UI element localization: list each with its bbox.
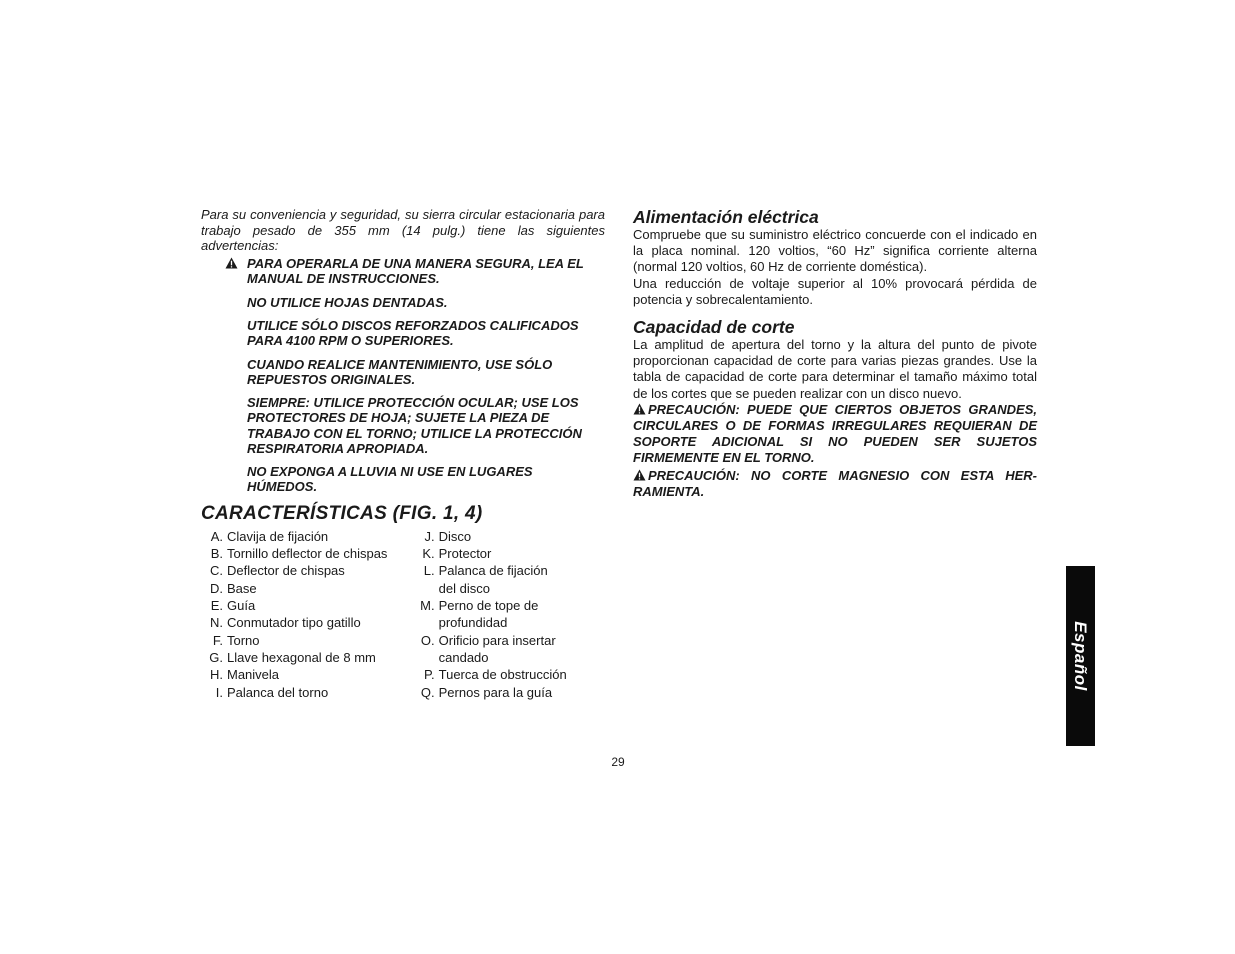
warning-text: CUANDO REALICE MANTENIMIENTO, USE SÓLO REPUESTOS ORIGINALES. [247,356,553,387]
part-item [201,649,413,666]
caution-paragraph [633,468,1037,500]
part-name: Torno [227,632,260,648]
warning-text: UTILICE SÓLO DISCOS REFORZADOS CALIFICADOS PARA 4100 RPM O SUPERIORES. [247,318,579,349]
part-name: Palanca del torno [227,684,329,700]
part-name-line: candado [438,649,489,665]
part-letter: D. [210,580,223,596]
part-letter: B. [210,546,223,562]
part-name [439,597,539,632]
part-item [413,666,605,683]
page-number: 29 [611,755,625,769]
part-letter: J. [424,528,435,544]
parts-column-left [201,528,413,701]
part-name-line: Orificio para insertar [438,632,556,648]
warning-text: NO UTILICE HOJAS DENTADAS. [247,294,448,310]
part-name: Protector [438,546,492,562]
warning-item [247,295,605,310]
part-item [201,528,413,545]
part-letter: A. [210,528,223,544]
power-heading: Alimentación eléctrica [633,207,819,227]
part-letter: K. [422,546,435,562]
features-heading: CARACTERÍSTICAS (FIG. 1, 4) [201,502,483,524]
warning-triangle-icon [225,257,238,269]
part-item [413,632,605,667]
warning-triangle-icon [633,469,646,481]
caution-text: PRECAUCIÓN: NO CORTE MAGNESIO CON ESTA HER-RAMIENTA. [633,467,1037,499]
warnings-list [201,256,605,495]
part-name: Guía [227,598,256,614]
power-paragraph: Compruebe que su suministro eléctrico concuerde con el indicado en la placa nominal. 120 voltios, “60 Hz” significa corriente alterna (normal 120 voltios, 60 Hz de corriente doméstica). [633,227,1037,275]
part-name: Deflector de chispas [227,563,345,579]
part-item [413,545,605,562]
part-item [201,562,413,579]
part-item [201,632,413,649]
part-name: Manivela [227,667,280,683]
part-letter: L. [423,563,435,579]
capacity-paragraph: La amplitud de apertura del torno y la altura del punto de pivote proporcionan capacidad de corte para varias piezas grandes. Use la tabla de capacidad de corte para determinar el tamaño máximo total de los cortes que se pueden realizar con un disco nuevo. [633,337,1037,401]
part-name: Clavija de fijación [227,528,329,544]
part-name-line: profundidad [438,615,508,631]
part-letter: E. [210,598,223,614]
part-letter: O. [420,632,435,648]
part-item [201,684,413,701]
part-letter: H. [210,667,223,683]
part-name: Base [227,580,257,596]
part-letter: F. [212,632,223,648]
language-tab [1066,566,1095,746]
part-name: Tuerca de obstrucción [438,667,567,683]
part-name: Conmutador tipo gatillo [227,615,361,631]
part-item [413,684,605,701]
part-name: Pernos para la guía [438,684,553,700]
left-column [201,207,605,701]
part-name-line: del disco [438,580,490,596]
part-name [439,562,548,597]
part-item [201,597,413,614]
parts-column-right [413,528,605,701]
right-column [633,207,1037,500]
part-item [201,614,413,631]
warning-item [247,318,605,348]
warning-text: NO EXPONGA A LLUVIA NI USE EN LUGARES HÚMEDOS. [247,464,533,495]
part-name-line: Palanca de fijación [438,563,548,579]
part-letter: Q. [420,684,435,700]
language-tab-label: Español [1071,621,1090,691]
parts-list [201,528,605,701]
part-item [413,597,605,632]
part-letter: M. [420,598,435,614]
warning-item [247,357,605,387]
part-letter: I. [215,684,223,700]
warning-item [247,395,605,456]
part-item [413,562,605,597]
warning-item [247,256,605,286]
part-name: Llave hexagonal de 8 mm [227,649,376,665]
warning-text: PARA OPERARLA DE UNA MANERA SEGURA, LEA EL MANUAL DE INSTRUCCIONES. [247,256,584,287]
part-name: Tornillo deflector de chispas [227,546,388,562]
part-letter: C. [210,563,223,579]
caution-paragraph [633,402,1037,466]
part-item [413,528,605,545]
caution-text: PRECAUCIÓN: PUEDE QUE CIERTOS OBJETOS GRANDES, CIRCULARES O DE FORMAS IRREGULARES REQUIERAN DE SOPORTE ADICIONAL SI NO PUEDEN SER SUJETOS FIRMEMENTE EN EL TORNO. [633,401,1037,465]
power-paragraph: Una reducción de voltaje superior al 10% provocará pérdida de potencia y sobrecalentamiento. [633,275,1037,307]
part-name: Disco [438,528,472,544]
part-item [201,666,413,683]
part-item [201,580,413,597]
part-name [439,632,556,667]
part-letter: G. [209,649,223,665]
warning-triangle-icon [633,403,646,415]
part-item [201,545,413,562]
warning-text: SIEMPRE: UTILICE PROTECCIÓN OCULAR; USE LOS PROTECTORES DE HOJA; SUJETE LA PIEZA DE TRABAJO CON EL TORNO; UTILICE LA PROTECCIÓN RESPIRATORIA APROPIADA. [247,395,582,456]
warning-item [247,464,605,494]
part-name-line: Perno de tope de [438,598,539,614]
part-letter: N. [210,615,223,631]
part-letter: P. [424,667,435,683]
intro-paragraph: Para su conveniencia y seguridad, su sierra circular estacionaria para trabajo pesado de 355 mm (14 pulg.) tiene las siguientes advertencias: [201,207,605,254]
capacity-heading: Capacidad de corte [633,317,795,338]
